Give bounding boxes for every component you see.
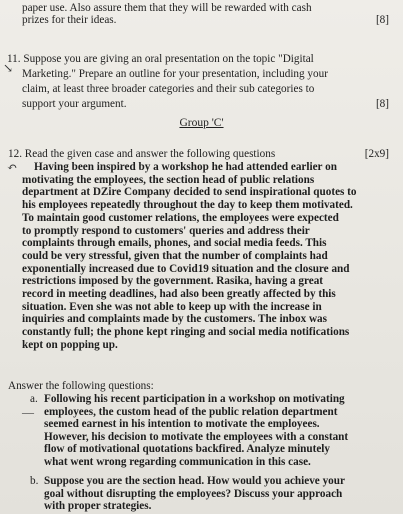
case-line-15: kept on popping up. (22, 338, 118, 351)
question-a-line-2: employees, the custom head of the public relation department (44, 405, 338, 418)
q12-title: 12. Read the given case and answer the following questions (8, 148, 276, 160)
case-line-11: record in meeting deadlines, had also been greatly affected by this (22, 288, 336, 300)
case-line-2: motivating the employees, the section head of public relations (22, 173, 315, 186)
case-line-10: restrictions imposed by the government. Rasika, having a great (22, 275, 324, 288)
q11-marks: [8] (375, 98, 389, 110)
q12-marks: [2x9] (364, 148, 389, 160)
case-line-13: inquiries and complaints made by the customers. The inbox was (22, 313, 328, 326)
case-line-1: Having been inspired by a workshop he had attended earlier on (34, 161, 337, 173)
case-line-3: department at DZire Company decided to send inspirational quotes to (22, 186, 357, 199)
case-line-8: could be very stressful, given that the number of complaints had (22, 249, 328, 262)
answer-heading: Answer the following questions: (8, 380, 154, 392)
q11-line-2: Marketing." Prepare an outline for your presentation, including your (22, 68, 328, 80)
question-a-line-3: seemed earnest in his intention to motivate the employees. (44, 418, 320, 431)
question-a-line-1: Following his recent participation in a workshop on motivating (44, 393, 345, 405)
top-line-1: paper use. Also assure them that they will be rewarded with cash (22, 2, 312, 14)
top-line-2: prizes for their ideas. (22, 14, 117, 26)
case-line-5: To maintain good customer relations, the employees were expected (22, 211, 339, 224)
question-b-line-3: with proper strategies. (44, 500, 152, 513)
case-line-9: exponentially increased due to Covid19 situation and the closure and (22, 262, 350, 275)
question-a-line-5: flow of motivational quotations backfired. Analyze minutely (44, 443, 331, 456)
question-b-label: b. (30, 475, 39, 487)
case-line-14: constantly full; the phone kept ringing and social media notifications (22, 326, 350, 339)
q11-line-3: claim, at least three broader categories and their sub categories to (22, 83, 315, 95)
q11-line-4: support your argument. (22, 98, 127, 110)
pen-tick-mark-icon: ↘ (3, 61, 14, 75)
pen-arrow-mark-icon: ↶ (7, 160, 18, 174)
question-b-line-1: Suppose you are the section head. How would you achieve your (44, 475, 345, 487)
question-b-line-2: goal without disrupting the employees? Discuss your approach (44, 487, 343, 500)
question-a-line-4: However, his decision to motivate the employees with a constant (44, 430, 349, 443)
case-line-4: his employees repeatedly throughout the day to keep them motivated. (22, 199, 353, 212)
question-a-label: a. (30, 393, 38, 405)
group-heading: Group 'C' (179, 117, 224, 129)
question-a-line-6: what went wrong regarding communication in this case. (44, 456, 311, 468)
top-marks: [8] (375, 14, 389, 26)
q11-line-1: 11. Suppose you are giving an oral presentation on the topic "Digital (7, 53, 314, 65)
case-line-12: situation. Even she was not able to keep up with the increase in (22, 300, 322, 313)
case-line-6: to promptly respond to customers' queries and address their (22, 224, 310, 237)
pen-dash-mark-icon: — (22, 405, 34, 419)
case-line-7: complaints through emails, phones, and social media feeds. This (22, 237, 327, 250)
